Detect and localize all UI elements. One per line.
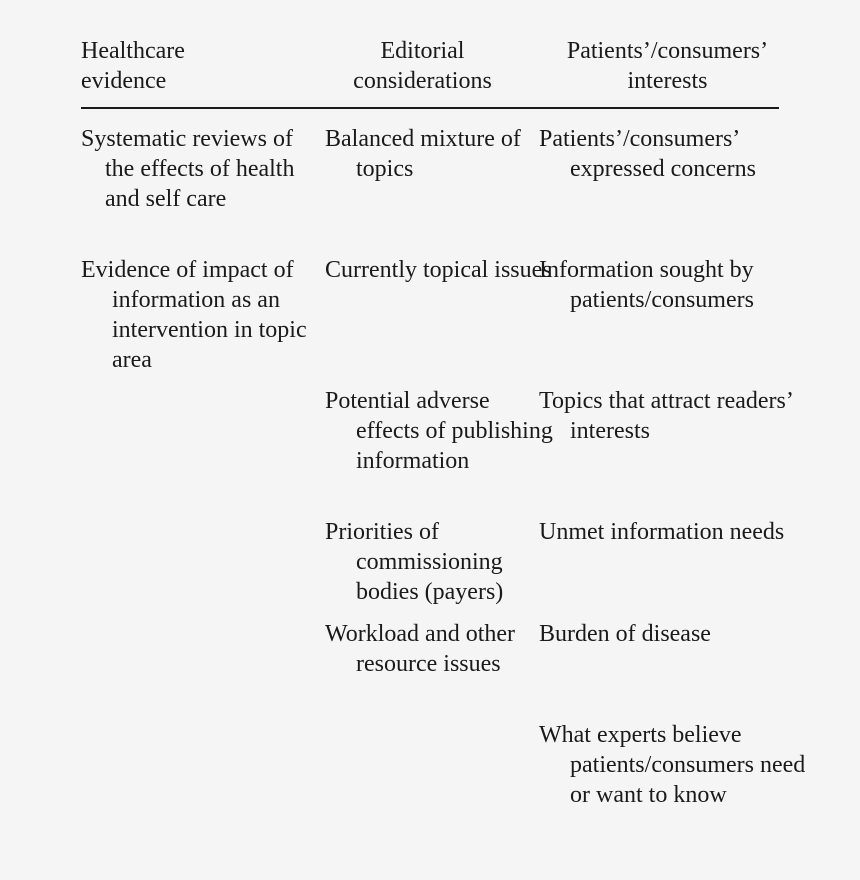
table-cell-interests: Topics that attract readers’ interests <box>539 388 793 444</box>
header-line: interests <box>627 68 708 94</box>
table-cell-interests: Burden of disease <box>539 621 711 647</box>
table-cell-editorial: Currently topical issues <box>325 257 552 283</box>
column-header-healthcare-evidence <box>81 36 185 96</box>
column-header-editorial-considerations <box>330 36 515 96</box>
table-cell-editorial: Potential adverse effects of publishing information <box>325 388 553 474</box>
header-line: evidence <box>81 68 167 94</box>
table-cell-evidence: Evidence of impact of information as an intervention in topic area <box>81 257 307 373</box>
header-rule <box>81 107 779 109</box>
table-cell-interests: Unmet information needs <box>539 519 785 545</box>
header-line: Patients’/consumers’ <box>566 38 769 64</box>
table-cell-editorial: Priorities of commissioning bodies (payers) <box>325 519 504 605</box>
header-line: considerations <box>353 68 492 94</box>
table-cell-evidence: Systematic reviews of the effects of health and self care <box>81 126 295 212</box>
table-cell-interests: Patients’/consumers’ expressed concerns <box>539 126 756 182</box>
table-cell-editorial: Balanced mixture of topics <box>325 126 521 182</box>
header-line: Editorial <box>380 38 465 64</box>
column-header-patients-interests <box>540 36 795 96</box>
table-cell-editorial: Workload and other resource issues <box>325 621 516 677</box>
header-line: Healthcare <box>81 38 185 64</box>
table-cell-interests: What experts believe patients/consumers need or want to know <box>539 722 806 808</box>
table-cell-interests: Information sought by patients/consumers <box>539 257 754 313</box>
